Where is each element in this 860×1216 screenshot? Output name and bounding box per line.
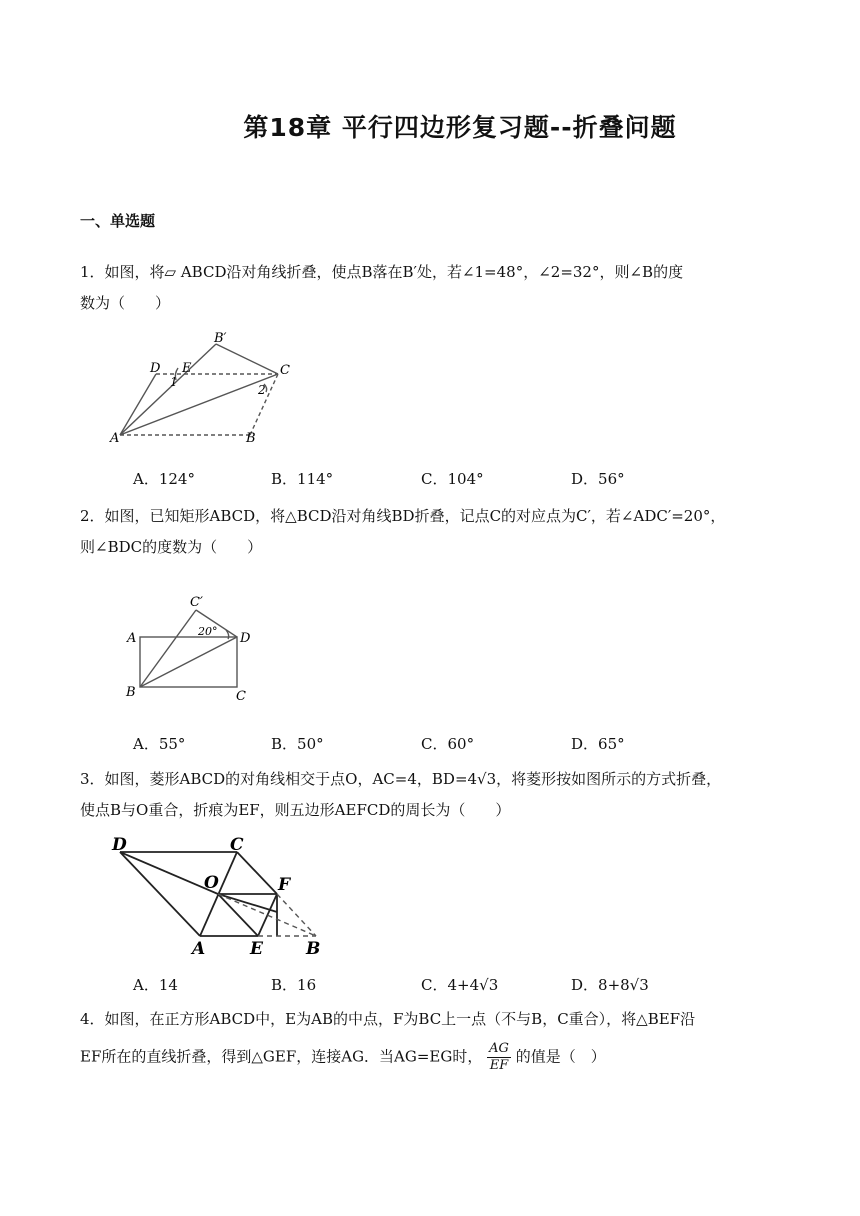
fig1-label-angle-1: 1 — [170, 375, 178, 389]
question-1 — [80, 257, 780, 319]
fig1-label-C: C — [280, 363, 290, 378]
question-4 — [80, 1004, 780, 1074]
q2-option-c[interactable]: C．60° — [421, 735, 475, 753]
fig1-label-B: B — [246, 431, 256, 446]
question-1-line-2: 数为（ ） — [80, 294, 171, 312]
q3-option-b[interactable]: B．16 — [271, 976, 317, 994]
fig2-label-Cprime: C′ — [190, 595, 203, 610]
fig1-label-E: E — [182, 361, 192, 376]
fig3-label-A: A — [192, 939, 206, 959]
question-3 — [80, 764, 780, 826]
question-2-line-1: 2．如图，已知矩形ABCD，将△BCD沿对角线BD折叠，记点C的对应点为C′，若∠ADC′=20°， — [80, 507, 726, 525]
q1-option-d[interactable]: D．56° — [571, 470, 625, 488]
question-1-line-1: 1．如图，将▱ ABCD沿对角线折叠，使点B落在B′处，若∠1=48°，∠2=32°，则∠B的度 — [80, 263, 684, 281]
q2-option-a[interactable]: A．55° — [133, 735, 186, 753]
question-4-line-1: 4．如图，在正方形ABCD中，E为AB的中点，F为BC上一点（不与B，C重合），将△BEF沿 — [80, 1010, 696, 1028]
figure-q2 — [118, 592, 268, 707]
fig1-label-A: A — [110, 431, 120, 446]
page-title: 第18章 平行四边形复习题--折叠问题 — [243, 113, 677, 142]
fig3-label-F: F — [278, 875, 291, 895]
question-2 — [80, 501, 780, 563]
q1-option-c[interactable]: C．104° — [421, 470, 484, 488]
q1-option-b[interactable]: B．114° — [271, 470, 334, 488]
fig2-label-D: D — [240, 631, 251, 646]
fig1-label-D: D — [150, 361, 161, 376]
question-3-line-1: 3．如图，菱形ABCD的对角线相交于点O，AC=4，BD=4√3，将菱形按如图所示的方式折叠， — [80, 770, 722, 788]
q1-option-a[interactable]: A．124° — [133, 470, 195, 488]
question-4-line-2b: 的值是（ ） — [515, 1047, 606, 1066]
q2-option-d[interactable]: D．65° — [571, 735, 625, 753]
q3-option-a[interactable]: A．14 — [133, 976, 178, 994]
fig2-label-A: A — [127, 631, 137, 646]
fig2-label-B: B — [126, 685, 136, 700]
question-4-line-2 — [80, 1041, 780, 1074]
q2-option-b[interactable]: B．50° — [271, 735, 324, 753]
q3-option-c[interactable]: C．4+4√3 — [421, 976, 499, 994]
q3-option-d[interactable]: D．8+8√3 — [571, 976, 649, 994]
fig1-label-Bprime: B′ — [214, 331, 227, 346]
fig3-label-O: O — [204, 873, 219, 893]
question-2-line-2: 则∠BDC的度数为（ ） — [80, 538, 263, 556]
section-heading: 一、单选题 — [80, 212, 156, 230]
fraction-numerator: AG — [489, 1041, 509, 1056]
fraction-ag-over-ef — [487, 1041, 511, 1074]
question-3-line-2: 使点B与O重合，折痕为EF，则五边形AEFCD的周长为（ ） — [80, 801, 511, 819]
fig3-label-B: B — [306, 939, 321, 959]
fraction-denominator: EF — [489, 1058, 509, 1073]
figure-q3 — [108, 832, 328, 962]
fig3-label-E: E — [250, 939, 263, 959]
fig3-label-C: C — [230, 835, 244, 855]
fig1-label-angle-2: 2 — [258, 383, 266, 397]
fig2-label-angle: 20° — [198, 625, 218, 638]
figure-q1 — [108, 328, 308, 448]
fig2-label-C: C — [236, 689, 246, 704]
fig3-label-D: D — [112, 835, 127, 855]
question-4-line-2a: EF所在的直线折叠，得到△GEF，连接AG．当AG=EG时， — [80, 1047, 483, 1066]
